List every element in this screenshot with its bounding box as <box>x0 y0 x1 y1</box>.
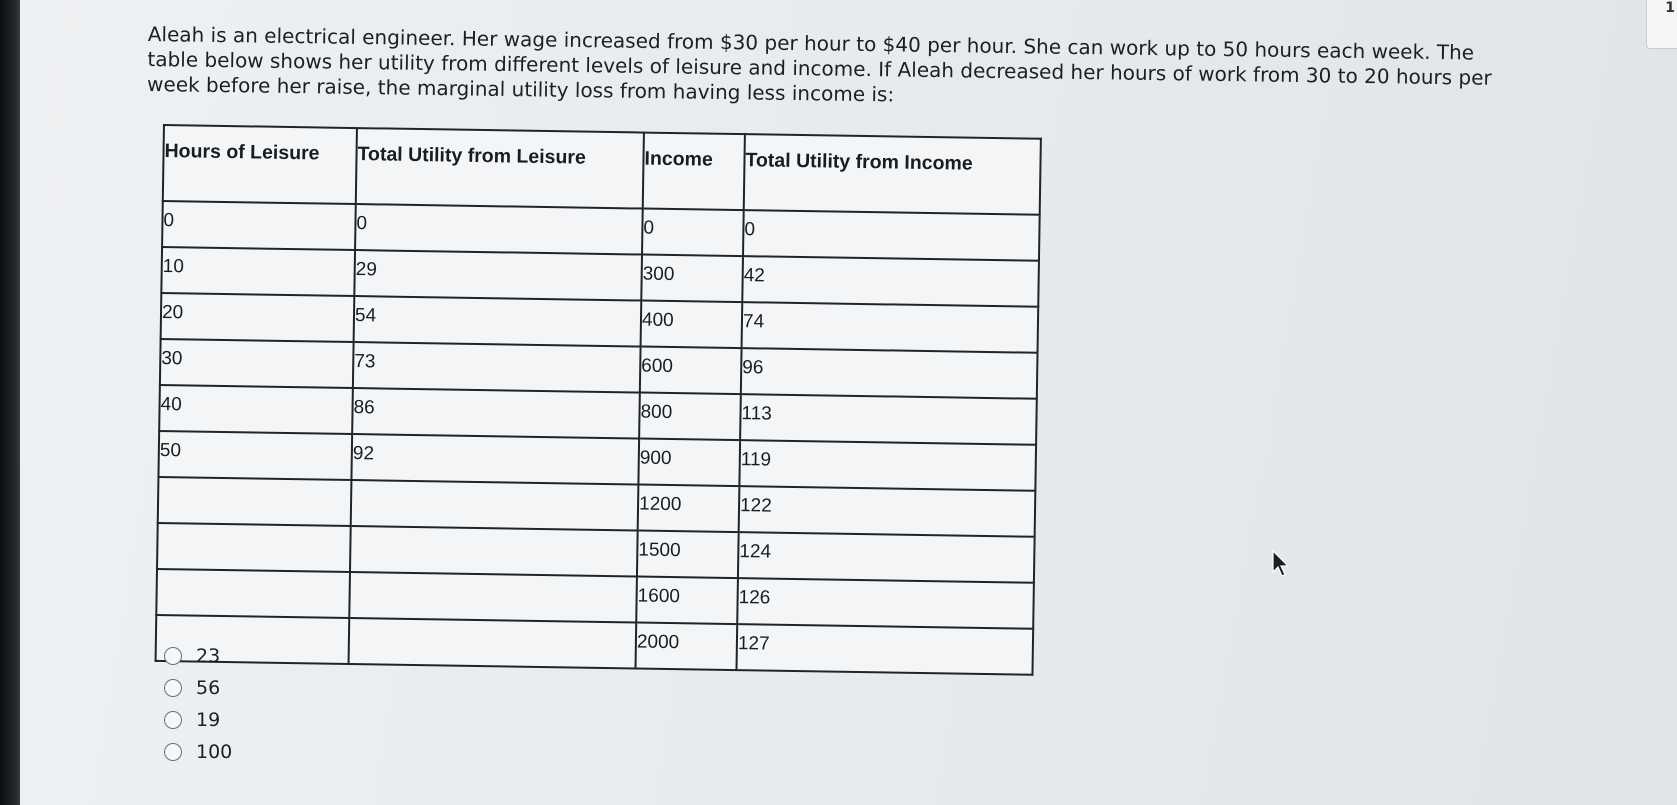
table-cell <box>158 477 352 526</box>
table-cell: 92 <box>351 434 639 485</box>
table-cell: 73 <box>353 342 641 393</box>
table-cell: 96 <box>741 348 1038 399</box>
choice-option-c[interactable] <box>164 704 232 736</box>
table-cell: 119 <box>739 440 1036 491</box>
utility-table-wrapper <box>155 124 1042 676</box>
header-utility-leisure: Total Utility from Leisure <box>356 128 644 208</box>
table-cell <box>156 569 350 618</box>
radio-button[interactable] <box>164 647 182 665</box>
table-cell: 0 <box>642 209 744 257</box>
choice-label: 23 <box>196 645 221 667</box>
table-cell: 0 <box>162 201 356 250</box>
table-cell: 800 <box>639 393 741 441</box>
choice-label: 56 <box>196 677 221 699</box>
header-hours-of-leisure: Hours of Leisure <box>163 125 357 204</box>
table-cell: 1600 <box>636 577 738 625</box>
table-cell: 86 <box>352 388 640 439</box>
table-cell <box>350 526 638 577</box>
table-cell: 1200 <box>638 485 740 533</box>
question-text: Aleah is an electrical engineer. Her wage increased from $30 per hour to $40 per hour. She can work up to 50 hours each week. The table below shows her utility from different levels of leisure and income. If Aleah decreased her hours of work from 30 to 20 hours per week before her raise, the marginal utility loss from having less income is: <box>146 22 1492 107</box>
table-header-row <box>163 125 1041 215</box>
table-cell: 900 <box>638 439 740 487</box>
table-cell: 600 <box>640 347 742 395</box>
table-cell: 30 <box>160 339 354 388</box>
table-cell: 0 <box>355 204 643 255</box>
table-cell: 300 <box>641 255 743 303</box>
table-cell: 10 <box>161 247 355 296</box>
table-cell: 2000 <box>636 622 738 670</box>
header-utility-income: Total Utility from Income <box>744 134 1041 215</box>
table-cell <box>349 572 637 623</box>
table-cell: 126 <box>737 578 1034 629</box>
side-panel-tab[interactable] <box>1646 0 1677 49</box>
radio-button[interactable] <box>164 679 182 697</box>
screen-bezel <box>0 0 20 805</box>
table-cell <box>349 618 637 669</box>
table-cell: 74 <box>742 302 1039 353</box>
table-cell: 124 <box>738 532 1035 583</box>
mouse-pointer-icon <box>1270 550 1290 578</box>
table-cell: 400 <box>641 301 743 349</box>
table-cell: 122 <box>739 486 1036 537</box>
answer-choices <box>164 640 232 768</box>
table-cell: 40 <box>159 385 353 434</box>
choice-option-d[interactable] <box>164 736 232 768</box>
table-cell: 127 <box>736 624 1033 675</box>
choice-option-b[interactable] <box>164 672 232 704</box>
table-cell: 1500 <box>637 531 739 579</box>
table-cell: 54 <box>354 296 642 347</box>
choice-label: 100 <box>196 741 233 763</box>
table-cell: 0 <box>743 210 1040 261</box>
table-cell: 42 <box>742 256 1039 307</box>
table-cell: 113 <box>740 394 1037 445</box>
radio-button[interactable] <box>164 743 182 761</box>
table-cell: 50 <box>158 431 352 480</box>
table-cell: 20 <box>161 293 355 342</box>
table-cell <box>157 523 351 572</box>
side-panel-label: 1 <box>1665 0 1675 16</box>
table-cell <box>351 480 639 531</box>
radio-button[interactable] <box>164 711 182 729</box>
choice-option-a[interactable] <box>164 640 232 672</box>
choice-label: 19 <box>196 709 221 731</box>
table-cell: 29 <box>354 250 642 301</box>
header-income: Income <box>643 133 745 211</box>
utility-table <box>155 124 1042 676</box>
